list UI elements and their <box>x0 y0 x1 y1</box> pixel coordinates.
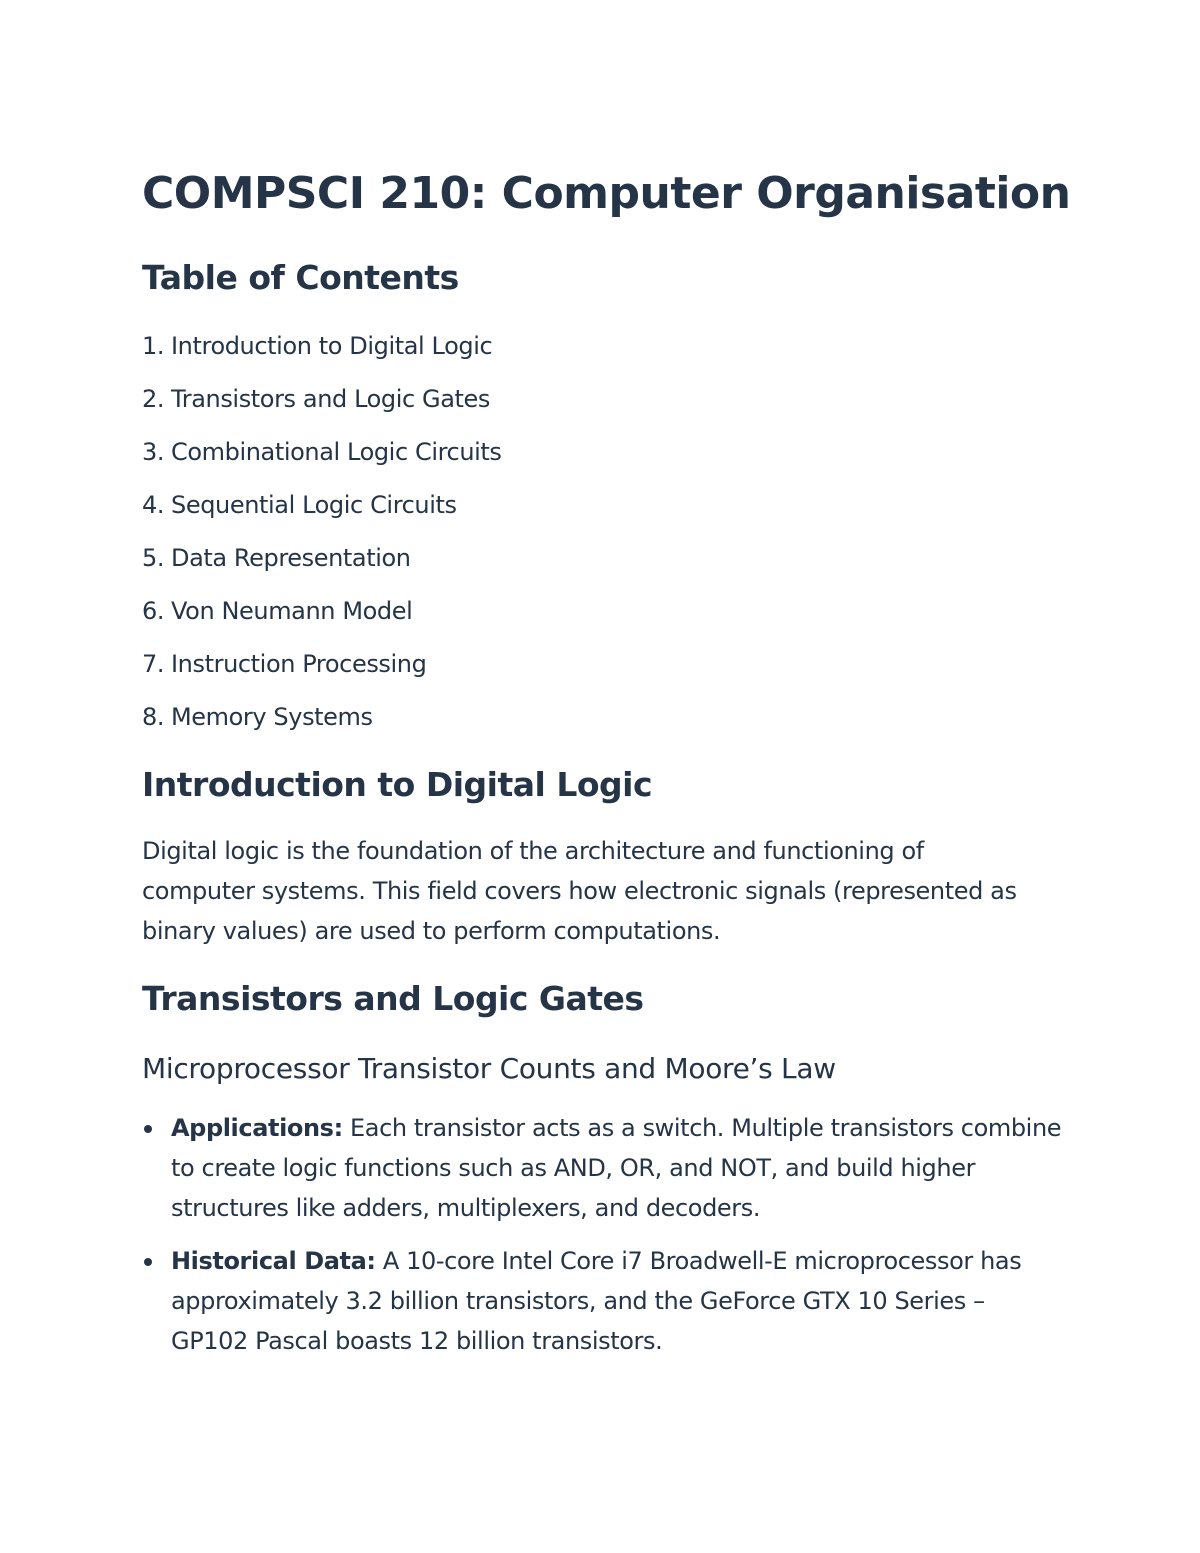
toc-item-label: Von Neumann Model <box>171 597 413 625</box>
toc-item[interactable] <box>142 591 502 644</box>
toc-item[interactable] <box>142 485 502 538</box>
section-heading-transistors: Transistors and Logic Gates <box>142 979 644 1018</box>
toc-item-label: Memory Systems <box>171 703 373 731</box>
toc-item-number: 5. <box>142 544 165 572</box>
toc-item-number: 6. <box>142 597 165 625</box>
bullet-label: Historical Data: <box>171 1247 376 1275</box>
table-of-contents <box>142 326 502 750</box>
toc-item[interactable] <box>142 538 502 591</box>
toc-item-label: Combinational Logic Circuits <box>171 438 502 466</box>
toc-item-number: 3. <box>142 438 165 466</box>
document-title: COMPSCI 210: Computer Organisation <box>142 168 1071 219</box>
bullet-text: Each transistor acts as a switch. Multiple transistors combine to create logic functions such as AND, OR, and NOT, and build higher structures like adders, multiplexers, and decoders. <box>171 1114 1062 1222</box>
bullet-icon <box>144 1258 152 1266</box>
bullet-item <box>142 1108 1062 1228</box>
toc-item-number: 4. <box>142 491 165 519</box>
toc-item-label: Sequential Logic Circuits <box>171 491 457 519</box>
subsection-heading: Microprocessor Transistor Counts and Moore’s Law <box>142 1052 836 1085</box>
toc-item-label: Introduction to Digital Logic <box>171 332 493 360</box>
section-heading-intro: Introduction to Digital Logic <box>142 765 653 804</box>
toc-item-number: 1. <box>142 332 165 360</box>
toc-item-label: Data Representation <box>171 544 411 572</box>
toc-heading: Table of Contents <box>142 258 459 297</box>
toc-item[interactable] <box>142 644 502 697</box>
toc-item-label: Instruction Processing <box>171 650 427 678</box>
section-body-intro: Digital logic is the foundation of the architecture and functioning of computer systems. This field covers how electronic signals (represented as binary values) are used to perform computations. <box>142 837 1017 945</box>
toc-item-number: 2. <box>142 385 165 413</box>
bullet-text: A 10-core Intel Core i7 Broadwell-E microprocessor has approximately 3.2 billion transistors, and the GeForce GTX 10 Series – GP102 Pascal boasts 12 billion transistors. <box>171 1247 1022 1355</box>
toc-item-number: 7. <box>142 650 165 678</box>
toc-item[interactable] <box>142 432 502 485</box>
bullet-label: Applications: <box>171 1114 343 1142</box>
toc-item[interactable] <box>142 326 502 379</box>
toc-item-label: Transistors and Logic Gates <box>171 385 491 413</box>
bullet-item <box>142 1241 1062 1361</box>
toc-item[interactable] <box>142 379 502 432</box>
toc-item[interactable] <box>142 697 502 750</box>
toc-item-number: 8. <box>142 703 165 731</box>
bullet-list <box>142 1108 1062 1374</box>
bullet-icon <box>144 1125 152 1133</box>
